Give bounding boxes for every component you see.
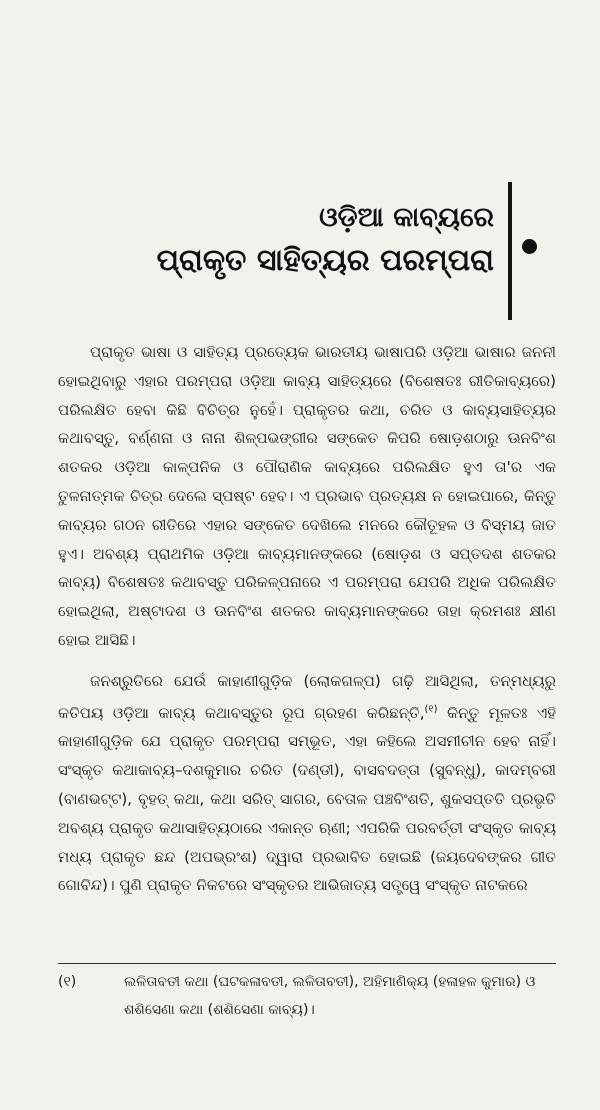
footnote — [58, 968, 556, 1024]
chapter-title-line-2: ପ୍ରାକୃତ ସାହିତ୍ୟର ପରମ୍ପରା — [156, 243, 494, 278]
footnote-divider — [58, 963, 556, 964]
footnote-reference-marker: (୧) — [424, 703, 438, 715]
footnote-number: (୧) — [58, 974, 77, 990]
body-text — [58, 338, 556, 900]
paragraph-1: ପ୍ରାକୃତ ଭାଷା ଓ ସାହିତ୍ୟ ପ୍ରତ୍ୟେକ ଭାରତୀୟ ଭାଷାପରି ଓଡ଼ିଆ ଭାଷାର ଜନନୀ ହୋଇଥିବାରୁ ଏହାର ପରମ୍ପରା ଓଡ଼ିଆ କାବ୍ୟ ସାହିତ୍ୟରେ (ବିଶେଷତଃ ରୀତିକାବ୍ୟରେ) ପରିଲକ୍ଷିତ ହେବା କିଛି ବିଚିତ୍ର ନୁହେଁ। ପ୍ରାକୃତର କଥା, ଚରିତ ଓ କାବ୍ୟସାହିତ୍ୟର କଥାବସ୍ତୁ, ବର୍ଣ୍ଣନା ଓ ନାନା ଶିଳ୍ପଭଙ୍ଗୀର ସଙ୍କେତ କିପରି ଷୋଡ଼ଶଠାରୁ ଊନବିଂଶ ଶତକର ଓଡ଼ିଆ କାଳ୍ପନିକ ଓ ପୌରାଣିକ କାବ୍ୟରେ ପରିଲକ୍ଷିତ ହୁଏ ତା'ର ଏକ ତୁଳନାତ୍ମକ ଚିତ୍ର ଦେଲେ ସ୍ପଷ୍ଟ ହେବ। ଏ ପ୍ରଭାବ ପ୍ରତ୍ୟକ୍ଷ ନ ହୋଇପାରେ, କିନ୍ତୁ କାବ୍ୟର ଗଠନ ରୀତିରେ ଏହାର ସଙ୍କେତ ଦେଖିଲେ ମନରେ କୌତୂହଳ ଓ ବିସ୍ମୟ ଜାତ ହୁଏ। ଅବଶ୍ୟ ପ୍ରାଥମିକ ଓଡ଼ିଆ କାବ୍ୟମାନଙ୍କରେ (ଷୋଡ଼ଶ ଓ ସପ୍ତଦଶ ଶତକର କାବ୍ୟ) ବିଶେଷତଃ କଥାବସ୍ତୁ ପରିକଳ୍ପନାରେ ଏ ପରମ୍ପରା ଯେପରି ଅଧିକ ପରିଲକ୍ଷିତ ହୋଇଥିଲା, ଅଷ୍ଟାଦଶ ଓ ଊନବିଂଶ ଶତକର କାବ୍ୟମାନଙ୍କରେ ତାହା କ୍ରମଶଃ କ୍ଷୀଣ ହୋଇ ଆସିଛି। — [58, 343, 556, 649]
title-bullet-dot — [522, 239, 537, 254]
title-vertical-rule — [508, 182, 512, 320]
paragraph-2-text-before-note: ଜନଶ୍ରୁତିରେ ଯେଉଁ କାହାଣୀଗୁଡ଼ିକ (ଲୋକଗଳ୍ପ) ଗଢ଼ି ଆସିଥିଲା, ତନ୍ମଧ୍ୟରୁ କତିପୟ ଓଡ଼ିଆ କାବ୍ୟ କଥାବସ୍ତୁର ରୂପ ଗ୍ରହଣ କରିଛନ୍ତି, — [58, 671, 556, 722]
paragraph-2-text-after-note: କିନ୍ତୁ ମୂଳତଃ ଏହି କାହାଣୀଗୁଡ଼ିକ ଯେ ପ୍ରାକୃତ ପରମ୍ପରା ସମ୍ଭୂତ, ଏହା କହିଲେ ଅସମୀଚୀନ ହେବ ନାହିଁ। ସଂସ୍କୃତ କଥାକାବ୍ୟ–ଦଶକୁମାର ଚରିତ (ଦଣ୍ଡୀ), ବାସବଦତ୍ତା (ସୁବନ୍ଧୁ), କାଦମ୍ବରୀ (ବାଣଭଟ୍ଟ), ବୃହତ୍ କଥା, କଥା ସରିତ୍ ସାଗର, ବେତାଳ ପଞ୍ଚବିଂଶତି, ଶୁକସପ୍ତତି ପ୍ରଭୃତି ଅବଶ୍ୟ ପ୍ରାକୃତ କଥାସାହିତ୍ୟଠାରେ ଏକାନ୍ତ ଋଣୀ; ଏପରିକି ପରବର୍ତ୍ତୀ ସଂସ୍କୃତ କାବ୍ୟ ମଧ୍ୟ ପ୍ରାକୃତ ଛନ୍ଦ (ଅପଭ୍ରଂଶ) ଦ୍ୱାରା ପ୍ରଭାବିତ ହୋଇଛି (ଜୟଦେବଙ୍କର ଗୀତ ଗୋବିନ୍ଦ)। ପୁଣି ପ୍ରାକୃତ ନିକଟରେ ସଂସ୍କୃତର ଆଭିଜାତ୍ୟ ସତ୍ତ୍ୱେ ସଂସ୍କୃତ ନାଟକରେ — [58, 703, 556, 895]
chapter-title — [157, 198, 494, 284]
chapter-title-line-1: ଓଡ଼ିଆ କାବ୍ୟରେ — [319, 202, 494, 233]
paragraph-2 — [58, 667, 556, 900]
footnote-text: ଲଳିତାବତୀ କଥା (ଘଟକଳାବତୀ, ଲଳିତାବତୀ), ଅହିମାଣିକ୍ୟ (ହଳାହଳ କୁମାର) ଓ ଶଶିସେଣା କଥା (ଶଶିସେଣା କାବ୍ୟ)। — [124, 974, 536, 1018]
